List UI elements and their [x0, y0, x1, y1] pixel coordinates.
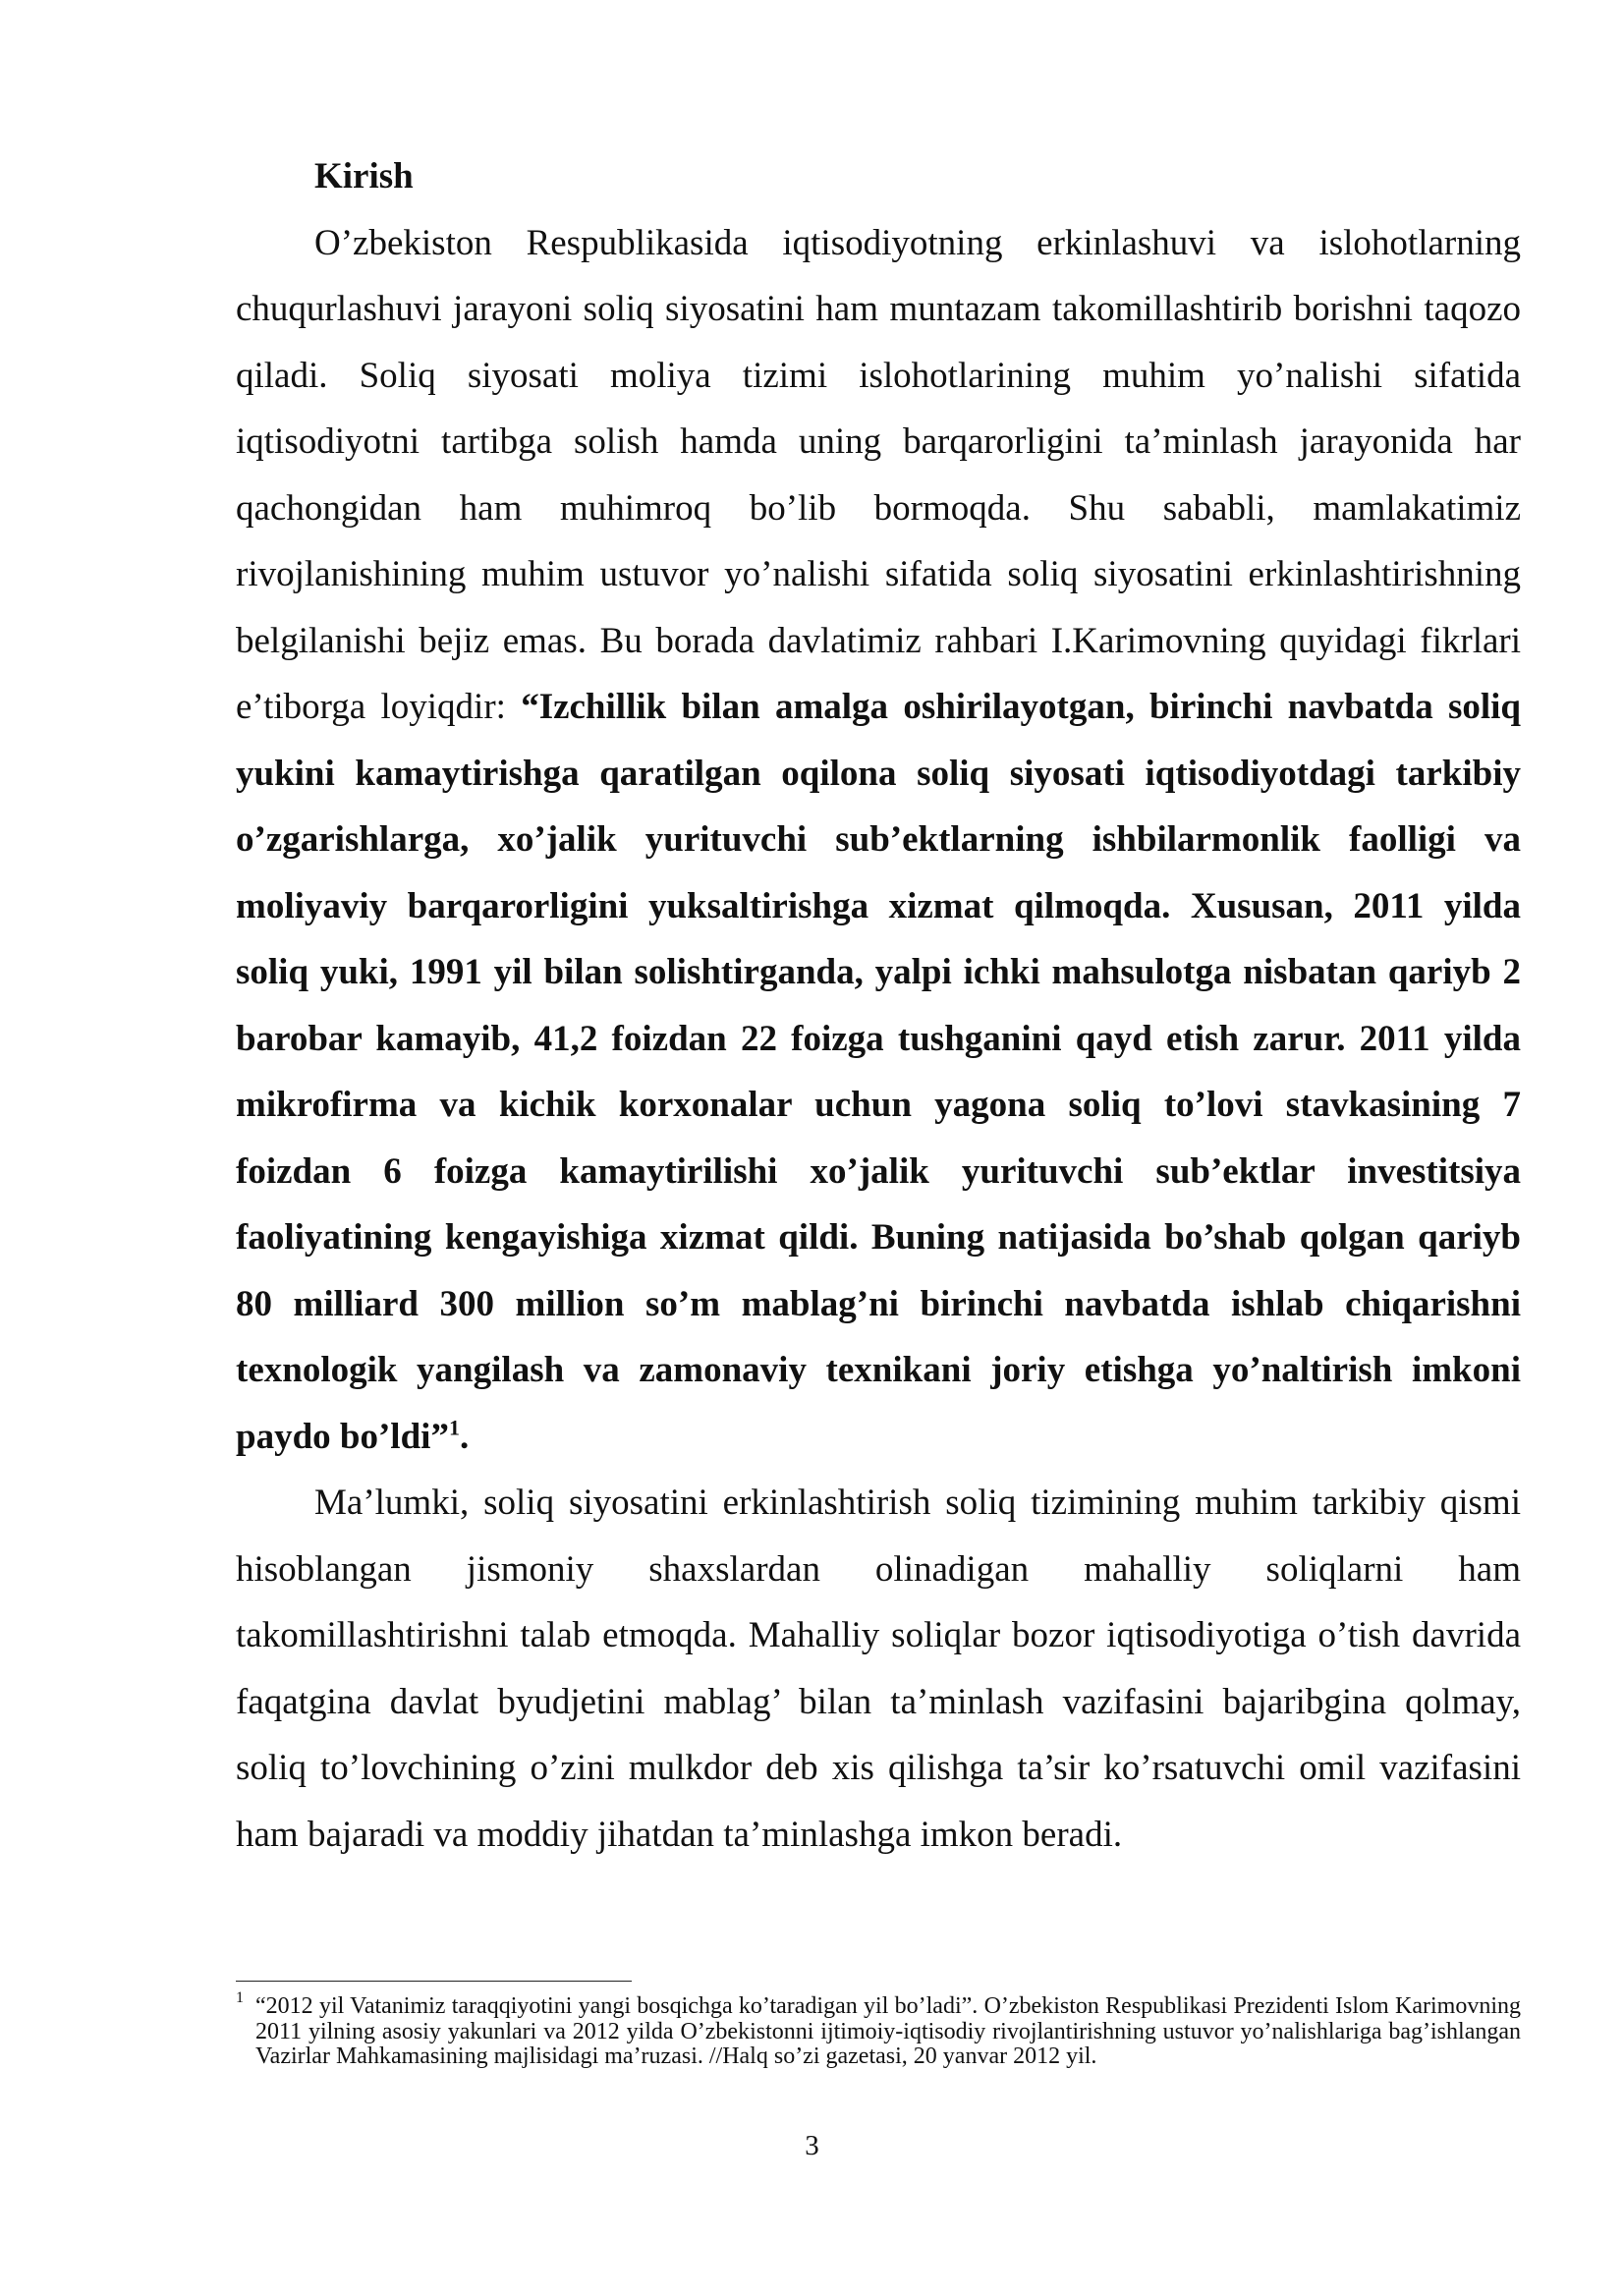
- footnote-text: “2012 yil Vatanimiz taraqqiyotini yangi bosqichga ko’taradigan yil bo’ladi”. O’zbekiston Respublikasi Prezidenti Islom Karimovning 2011 yilning asosiy yakunlari va 2012 yilda O’zbekistonni ijtimoiy-iqtisodiy rivojlantirishning ustuvor yo’nalishlariga bag’ishlangan Vazirlar Mahkamasining majlisidagi ma’ruzasi. //Halq so’zi gazetasi, 20 yanvar 2012 yil.: [255, 1993, 1521, 2069]
- paragraph-intro: [236, 210, 1521, 1471]
- quotation-end: .: [459, 1416, 470, 1457]
- footnote: [236, 1989, 1521, 2070]
- paragraph-local-taxes: Ma’lumki, soliq siyosatini erkinlashtirish soliq tizimining muhim tarkibiy qismi hisoblangan jismoniy shaxslardan olinadigan mahalliy soliqlarni ham takomillashtirishni talab etmoqda. Mahalliy soliqlar bozor iqtisodiyotiga o’tish davrida faqatgina davlat byudjetini mablag’ bilan ta’minlash vazifasini bajaribgina qolmay, soliq to’lovchining o’zini mulkdor deb xis qilishga ta’sir ko’rsatuvchi omil vazifasini ham bajaradi va moddiy jihatdan ta’minlashga imkon beradi.: [236, 1483, 1521, 1855]
- section-heading: Kirish: [314, 156, 414, 196]
- page-number: 3: [805, 2130, 819, 2161]
- footnote-reference[interactable]: 1: [448, 1415, 460, 1440]
- paragraph-intro-regular: O’zbekiston Respublikasida iqtisodiyotning erkinlashuvi va islohotlarning chuqurlashuvi jarayoni soliq siyosatini ham muntazam takomillashtirib borishni taqozo qiladi. Soliq siyosati moliya tizimi islohotlarining muhim yo’nalishi sifatida iqtisodiyotni tartibga solish hamda uning barqarorligini ta’minlash jarayonida har qachongidan ham muhimroq bo’lib bormoqda. Shu sababli, mamlakatimiz rivojlanishining muhim ustuvor yo’nalishi sifatida soliq siyosatini erkinlashtirishning belgilanishi bejiz emas. Bu borada davlatimiz rahbari I.Karimovning quyidagi fikrlari e’tiborga loyiqdir:: [236, 222, 1521, 727]
- footnote-number: 1: [236, 1989, 244, 2006]
- main-text: [236, 143, 1521, 1868]
- footnote-separator: [236, 1981, 632, 1982]
- quotation-bold: “Izchillik bilan amalga oshirilayotgan, birinchi navbatda soliq yukini kamaytirishga qaratilgan oqilona soliq siyosati iqtisodiyotdagi tarkibiy o’zgarishlarga, xo’jalik yurituvchi sub’ektlarning ishbilarmonlik faolligi va moliyaviy barqarorligini yuksaltirishga xizmat qilmoqda. Xususan, 2011 yilda soliq yuki, 1991 yil bilan solishtirganda, yalpi ichki mahsulotga nisbatan qariyb 2 barobar kamayib, 41,2 foizdan 22 foizga tushganini qayd etish zarur. 2011 yilda mikrofirma va kichik korxonalar uchun yagona soliq to’lovi stavkasining 7 foizdan 6 foizga kamaytirilishi xo’jalik yurituvchi sub’ektlar investitsiya faoliyatining kengayishiga xizmat qildi. Buning natijasida bo’shab qolgan qariyb 80 milliard 300 million so’m mablag’ni birinchi navbatda ishlab chiqarishni texnologik yangilash va zamonaviy texnikani joriy etishga yo’naltirish imkoni paydo bo’ldi”: [236, 687, 1521, 1457]
